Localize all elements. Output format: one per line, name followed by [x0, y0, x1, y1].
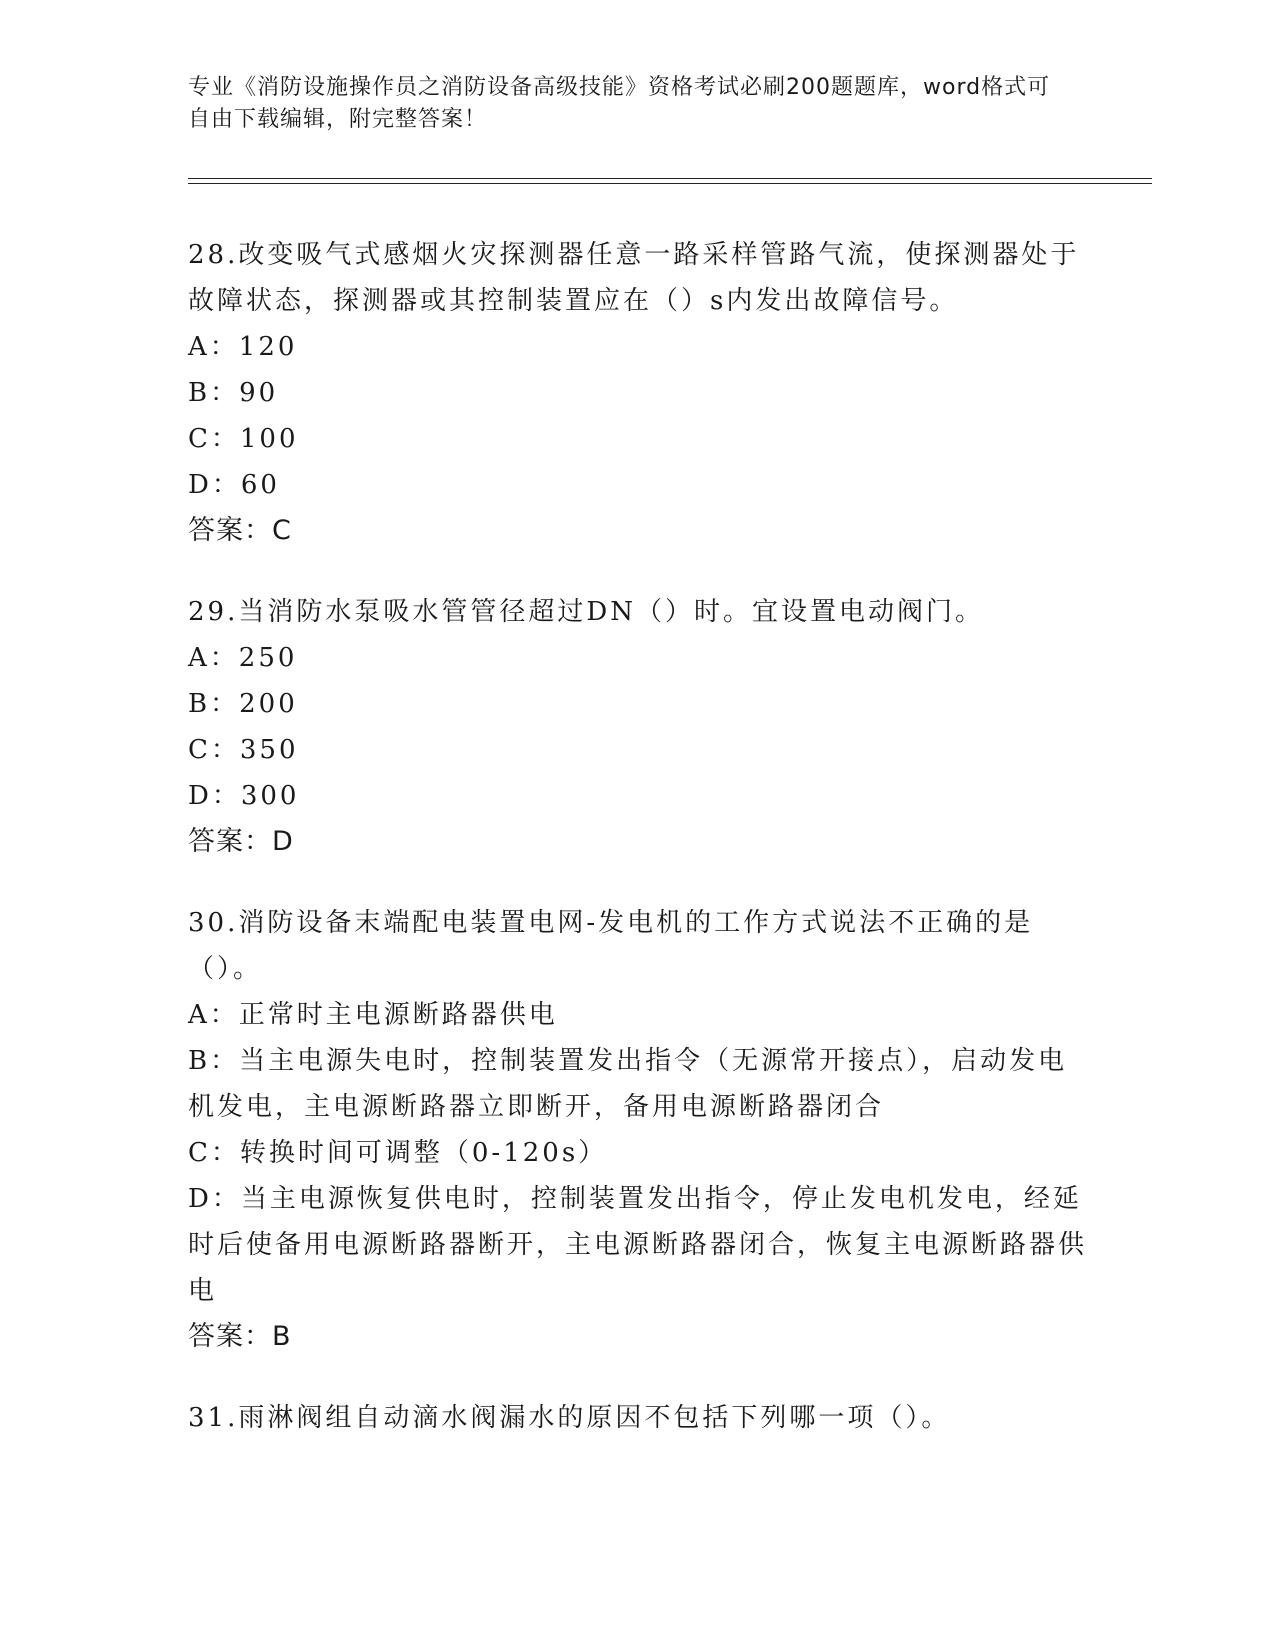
option-c: C：转换时间可调整（0-120s） [188, 1138, 608, 1168]
question-31 [188, 1395, 1088, 1441]
answer-line: 答案：C [188, 515, 292, 546]
header-note: 专业《消防设施操作员之消防设备高级技能》资格考试必刷200题题库，word格式可自由下载编辑，附完整答案！ [188, 75, 1051, 132]
question-stem: 30.消防设备末端配电装置电网-发电机的工作方式说法不正确的是（）。 [188, 908, 1034, 984]
question-stem: 28.改变吸气式感烟火灾探测器任意一路采样管路气流，使探测器处于故障状态，探测器或其控制装置应在（）s内发出故障信号。 [188, 240, 1080, 316]
option-a: A：250 [188, 643, 298, 673]
option-b: B：200 [188, 689, 298, 719]
option-d: D：60 [188, 470, 280, 500]
question-list [188, 232, 1088, 1476]
question-29 [188, 589, 1088, 865]
option-c: C：100 [188, 424, 299, 454]
option-b: B：90 [188, 378, 279, 408]
header-divider-bottom [188, 183, 1152, 184]
option-a: A：120 [188, 332, 298, 362]
question-stem: 29.当消防水泵吸水管管径超过DN（）时。宜设置电动阀门。 [188, 597, 984, 627]
option-list [188, 635, 1088, 819]
option-c: C：350 [188, 735, 299, 765]
option-d: D：300 [188, 781, 300, 811]
option-list [188, 324, 1088, 508]
answer-line: 答案：D [188, 826, 294, 857]
option-d: D：当主电源恢复供电时，控制装置发出指令，停止发电机发电，经延时后使备用电源断路器断开，主电源断路器闭合，恢复主电源断路器供电 [188, 1184, 1088, 1306]
question-28 [188, 232, 1088, 554]
answer-line: 答案：B [188, 1321, 292, 1352]
option-b: B：当主电源失电时，控制装置发出指令（无源常开接点），启动发电机发电，主电源断路器立即断开，备用电源断路器闭合 [188, 1046, 1068, 1122]
header-divider-top [188, 178, 1152, 179]
option-a: A：正常时主电源断路器供电 [188, 1000, 558, 1030]
option-list [188, 992, 1088, 1314]
question-stem: 31.雨淋阀组自动滴水阀漏水的原因不包括下列哪一项（）。 [188, 1403, 951, 1433]
question-30 [188, 900, 1088, 1360]
